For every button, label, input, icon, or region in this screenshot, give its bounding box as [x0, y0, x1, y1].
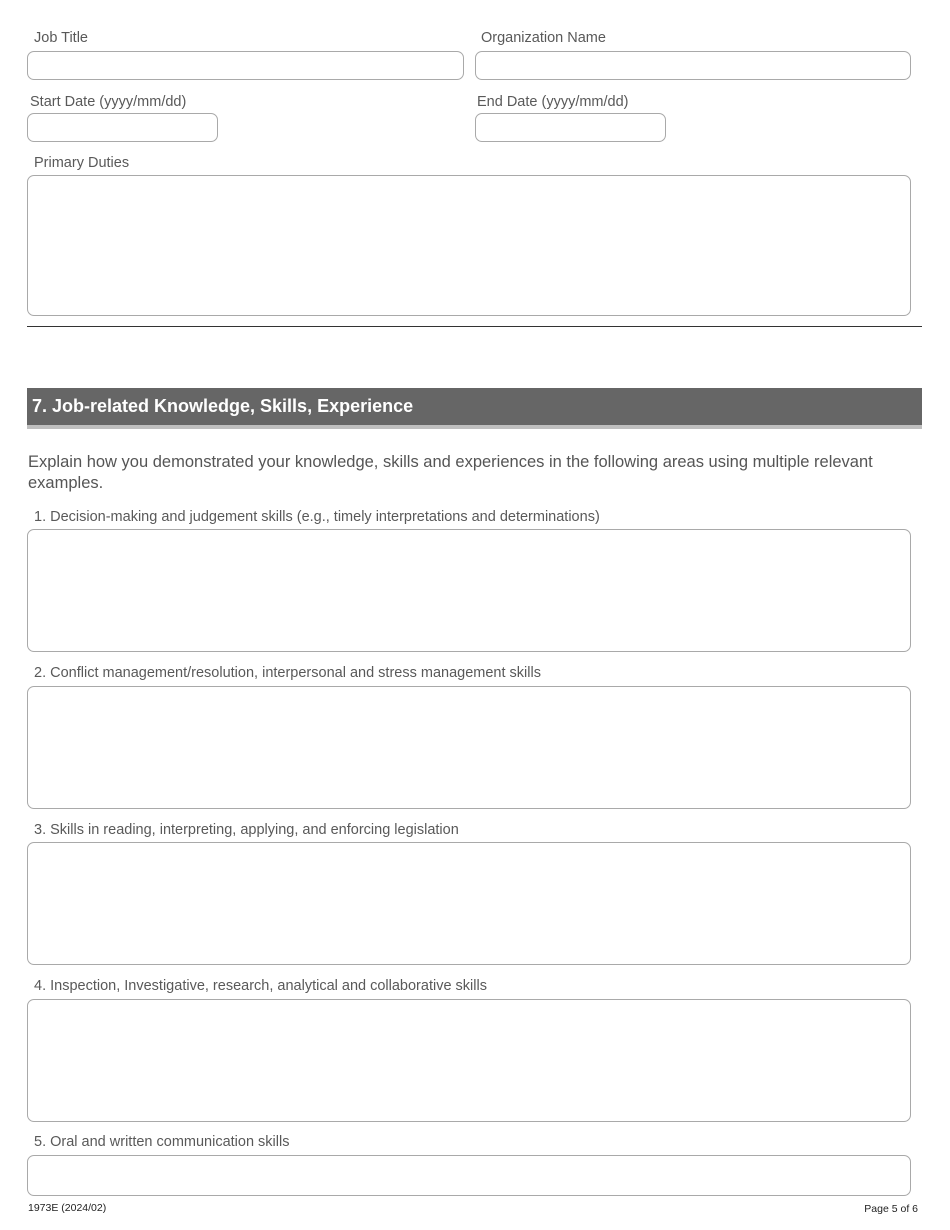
- section-7-header: [27, 388, 922, 429]
- primary-duties-label: Primary Duties: [34, 155, 130, 171]
- job-title-field[interactable]: [27, 51, 464, 80]
- form-code: 1973E (2024/02): [28, 1202, 107, 1214]
- question-4-field[interactable]: [27, 999, 911, 1122]
- primary-duties-field[interactable]: [27, 175, 911, 316]
- organization-name-label: Organization Name: [481, 30, 606, 46]
- start-date-field[interactable]: [27, 113, 218, 142]
- page-number: Page 5 of 6: [864, 1203, 918, 1215]
- question-5-label: 5. Oral and written communication skills: [34, 1134, 290, 1150]
- end-date-field[interactable]: [475, 113, 666, 142]
- section-7-title: 7. Job-related Knowledge, Skills, Experience: [32, 396, 414, 416]
- question-2-label: 2. Conflict management/resolution, interpersonal and stress management skills: [34, 665, 541, 681]
- job-title-label: Job Title: [34, 30, 88, 46]
- question-3-field[interactable]: [27, 842, 911, 965]
- organization-name-field[interactable]: [475, 51, 911, 80]
- question-3-label: 3. Skills in reading, interpreting, applying, and enforcing legislation: [34, 822, 459, 838]
- question-5-field[interactable]: [27, 1155, 911, 1196]
- question-1-label: 1. Decision-making and judgement skills (e.g., timely interpretations and determinations): [34, 509, 600, 525]
- question-4-label: 4. Inspection, Investigative, research, analytical and collaborative skills: [34, 978, 487, 994]
- section-divider: [27, 326, 922, 327]
- question-1-field[interactable]: [27, 529, 911, 652]
- end-date-label: End Date (yyyy/mm/dd): [477, 94, 629, 110]
- question-2-field[interactable]: [27, 686, 911, 809]
- section-7-instructions: Explain how you demonstrated your knowledge, skills and experiences in the following areas using multiple relevant examples.: [28, 453, 873, 492]
- start-date-label: Start Date (yyyy/mm/dd): [30, 94, 187, 110]
